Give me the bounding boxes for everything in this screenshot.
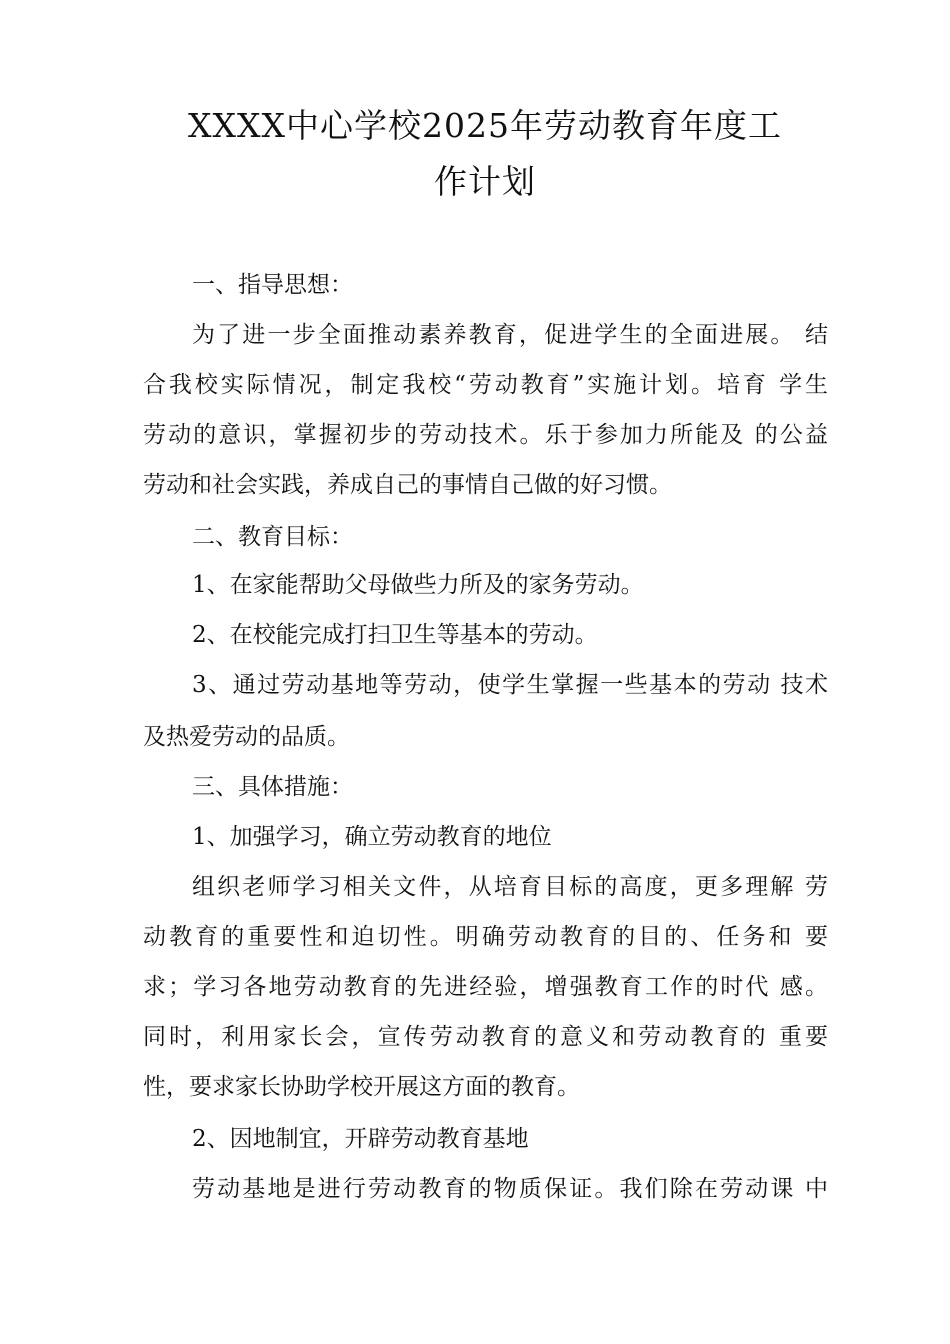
- paragraph-line: 性，要求家长协助学校开展这方面的教育。: [143, 1074, 580, 1100]
- document-title-line-2: 作计划: [434, 162, 536, 201]
- document-title-line-1: XXXX中心学校2025年劳动教育年度工: [188, 106, 782, 145]
- section-line: 二、教育目标：: [192, 524, 353, 550]
- paragraph-line: 为了进一步全面推动素养教育，促进学生的全面进展。 结: [192, 322, 828, 348]
- section-line: 一、指导思想：: [192, 272, 353, 298]
- section-line: 2、因地制宜，开辟劳动教育基地: [192, 1126, 529, 1152]
- paragraph-line: 劳动和社会实践，养成自己的事情自己做的好习惯。: [143, 472, 672, 498]
- paragraph-line: 劳动基地是进行劳动教育的物质保证。我们除在劳动课 中: [192, 1176, 828, 1202]
- paragraph-line: 同时，利用家长会，宣传劳动教育的意义和劳动教育的 重要: [143, 1024, 828, 1050]
- paragraph-line: 3、通过劳动基地等劳动，使学生掌握一些基本的劳动 技术: [192, 672, 828, 698]
- paragraph-line: 求；学习各地劳动教育的先进经验，增强教育工作的时代 感。: [143, 974, 828, 1000]
- section-line: 2、在校能完成打扫卫生等基本的劳动。: [192, 622, 598, 648]
- paragraph-line: 合我校实际情况，制定我校“劳动教育”实施计划。培育 学生: [143, 372, 828, 398]
- section-line: 三、具体措施：: [192, 774, 353, 800]
- paragraph-line: 动教育的重要性和迫切性。明确劳动教育的目的、任务和 要: [143, 924, 828, 950]
- section-line: 1、在家能帮助父母做些力所及的家务劳动。: [192, 572, 644, 598]
- paragraph-line: 劳动的意识，掌握初步的劳动技术。乐于参加力所能及 的公益: [143, 422, 828, 448]
- paragraph-line: 及热爱劳动的品质。: [143, 724, 350, 750]
- section-line: 1、加强学习，确立劳动教育的地位: [192, 824, 552, 850]
- paragraph-line: 组织老师学习相关文件，从培育目标的高度，更多理解 劳: [192, 874, 828, 900]
